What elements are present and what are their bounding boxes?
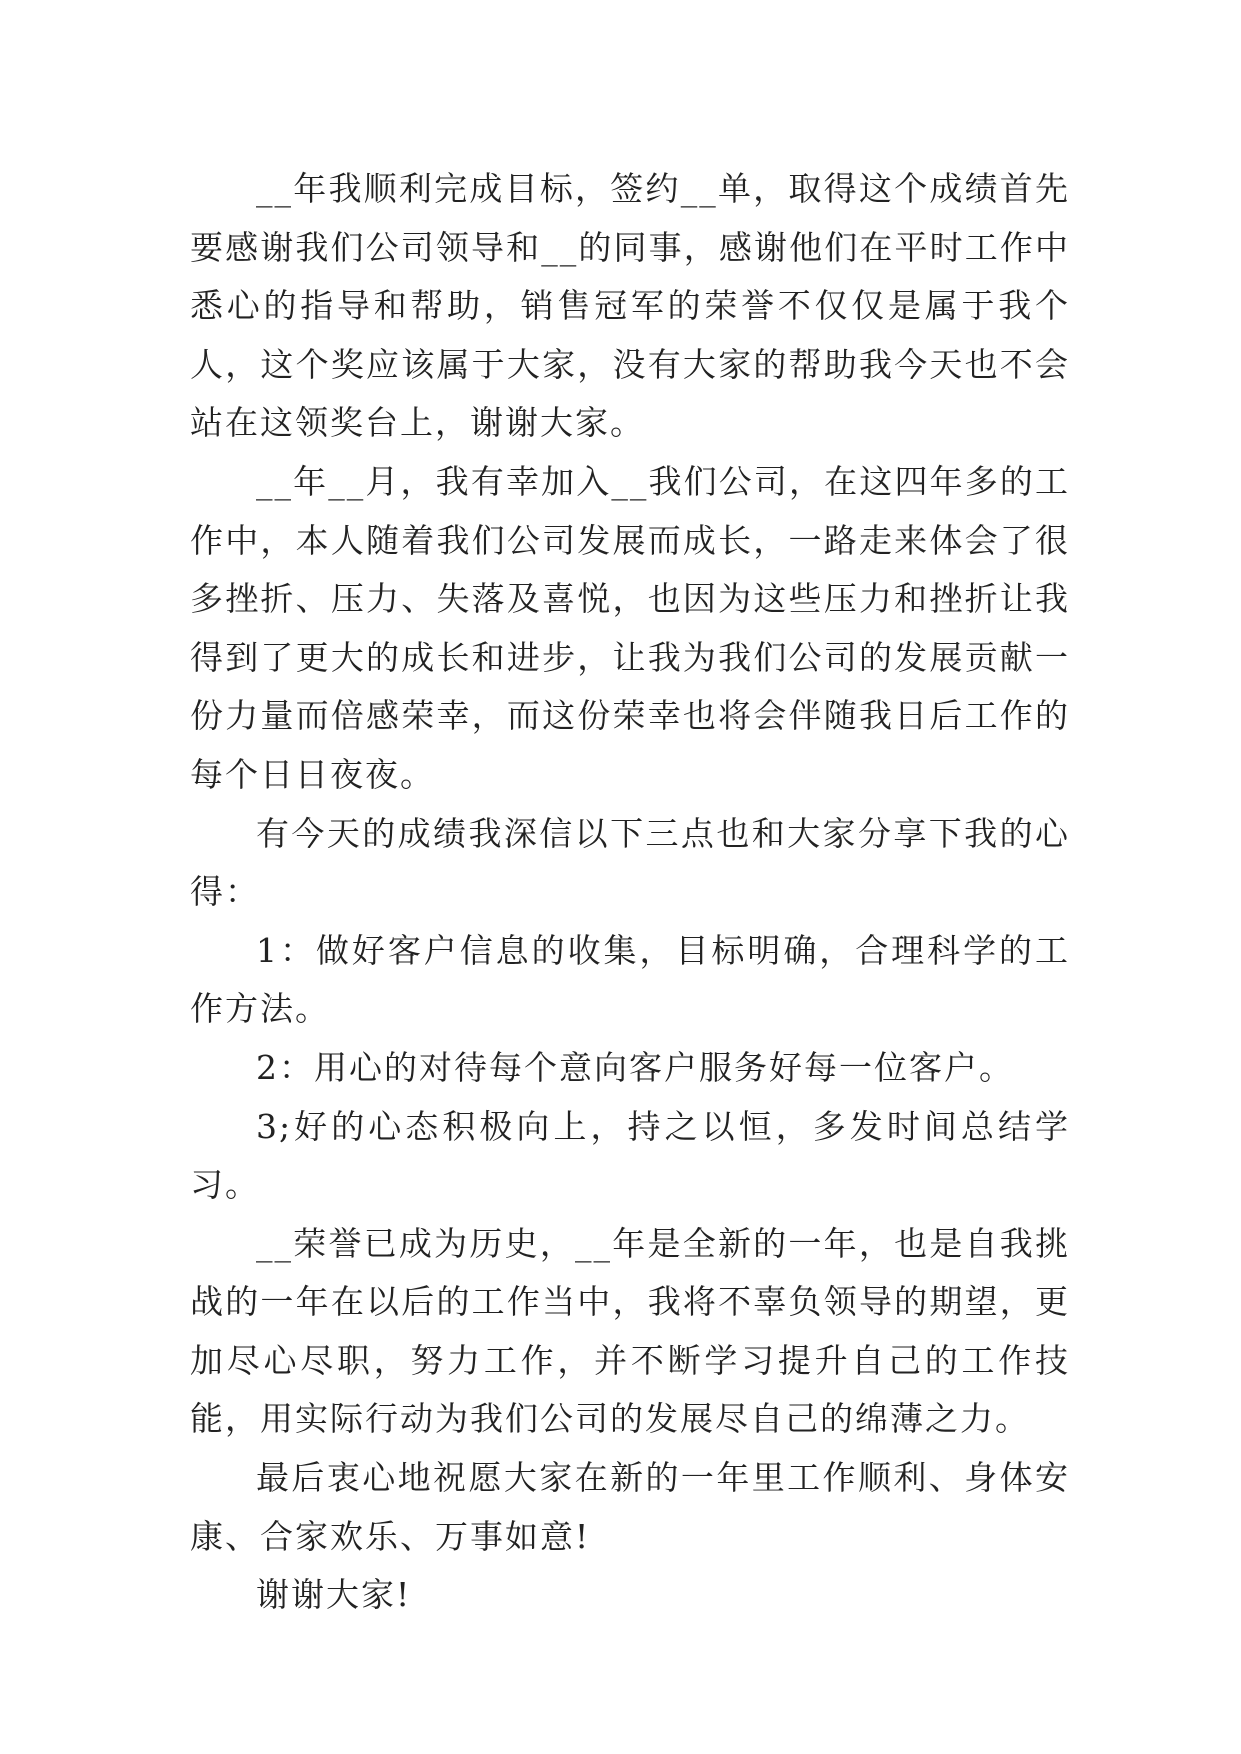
paragraph: 1：做好客户信息的收集，目标明确，合理科学的工作方法。 [190, 930, 1070, 1029]
paragraph: 有今天的成绩我深信以下三点也和大家分享下我的心得： [190, 813, 1070, 912]
document-body [190, 160, 1070, 1625]
paragraph: __年__月，我有幸加入__我们公司，在这四年多的工作中，本人随着我们公司发展而成长，一路走来体会了很多挫折、压力、失落及喜悦，也因为这些压力和挫折让我得到了更大的成长和进步，让我为我们公司的发展贡献一份力量而倍感荣幸，而这份荣幸也将会伴随我日后工作的每个日日夜夜。 [190, 461, 1070, 794]
paragraph: __年我顺利完成目标，签约__单，取得这个成绩首先要感谢我们公司领导和__的同事，感谢他们在平时工作中悉心的指导和帮助，销售冠军的荣誉不仅仅是属于我个人，这个奖应该属于大家，没有大家的帮助我今天也不会站在这领奖台上，谢谢大家。 [190, 169, 1070, 443]
paragraph: 谢谢大家! [256, 1575, 412, 1615]
paragraph: 最后衷心地祝愿大家在新的一年里工作顺利、身体安康、合家欢乐、万事如意! [190, 1458, 1070, 1556]
paragraph: __荣誉已成为历史，__年是全新的一年，也是自我挑战的一年在以后的工作当中，我将不辜负领导的期望，更加尽心尽职，努力工作，并不断学习提升自己的工作技能，用实际行动为我们公司的发展尽自己的绵薄之力。 [190, 1223, 1070, 1439]
paragraph: 2：用心的对待每个意向客户服务好每一位客户。 [256, 1047, 1014, 1087]
paragraph: 3;好的心态积极向上，持之以恒，多发时间总结学习。 [190, 1106, 1070, 1205]
